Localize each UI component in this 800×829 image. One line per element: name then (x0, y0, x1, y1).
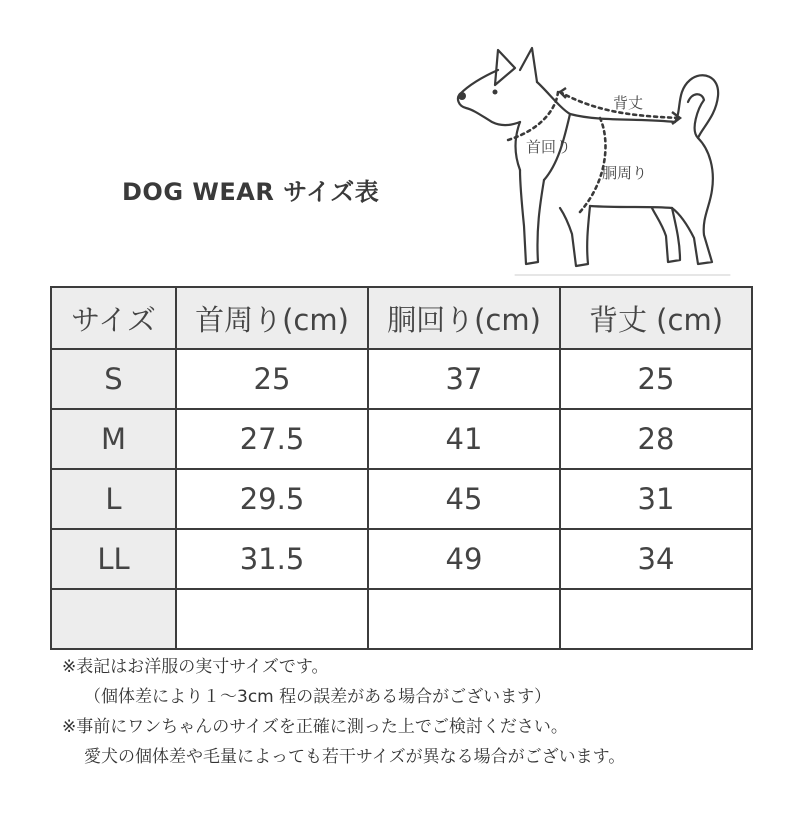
size-label: M (51, 409, 176, 469)
back-length-label: 背丈 (613, 94, 644, 112)
table-header-row (51, 287, 752, 349)
notes (62, 652, 782, 772)
neck-value: 31.5 (176, 529, 368, 589)
chest-value: 37 (368, 349, 560, 409)
neck-value: 29.5 (176, 469, 368, 529)
chest-value: 45 (368, 469, 560, 529)
header-neck: 首周り(cm) (176, 287, 368, 349)
header-back: 背丈 (cm) (560, 287, 752, 349)
chest-label: 胴周り (602, 164, 648, 182)
chest-value (368, 589, 560, 649)
back-value: 25 (560, 349, 752, 409)
size-label: LL (51, 529, 176, 589)
table-row-empty (51, 589, 752, 649)
note-line: ※事前にワンちゃんのサイズを正確に測った上でご検討ください。 (62, 717, 568, 737)
size-label: S (51, 349, 176, 409)
note-line: ※表記はお洋服の実寸サイズです。 (62, 657, 329, 677)
table-row (51, 349, 752, 409)
size-label: L (51, 469, 176, 529)
chest-value: 41 (368, 409, 560, 469)
dog-measurement-diagram (440, 30, 740, 290)
page-title: DOG WEAR サイズ表 (122, 178, 380, 206)
back-value (560, 589, 752, 649)
header-size: サイズ (51, 287, 176, 349)
neck-value: 27.5 (176, 409, 368, 469)
neck-label: 首回り (526, 138, 572, 156)
size-label (51, 589, 176, 649)
header-chest: 胴回り(cm) (368, 287, 560, 349)
neck-value (176, 589, 368, 649)
dog-illustration (440, 30, 740, 290)
chest-value: 49 (368, 529, 560, 589)
back-value: 31 (560, 469, 752, 529)
back-value: 34 (560, 529, 752, 589)
table-row (51, 409, 752, 469)
back-value: 28 (560, 409, 752, 469)
note-line: 愛犬の個体差や毛量によっても若干サイズが異なる場合がございます。 (84, 747, 626, 767)
neck-value: 25 (176, 349, 368, 409)
table-row (51, 469, 752, 529)
size-table (50, 286, 753, 650)
table-row (51, 529, 752, 589)
note-line: （個体差により１～3cm 程の誤差がある場合がございます） (84, 687, 552, 707)
